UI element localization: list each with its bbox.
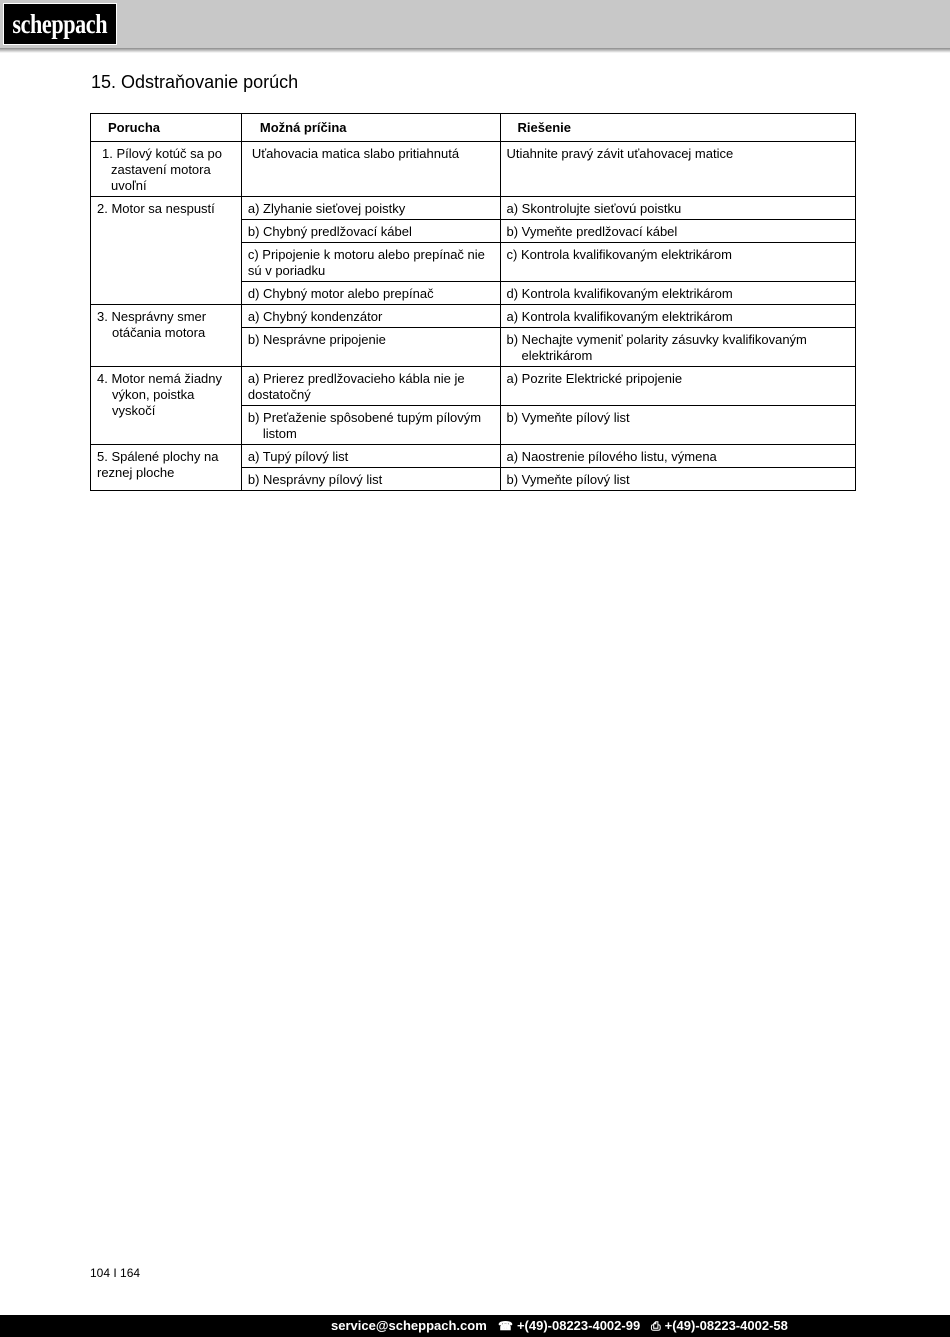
column-header-solution: Riešenie: [500, 114, 855, 142]
header-shadow: [0, 48, 950, 53]
page-number: 104 I 164: [90, 1266, 141, 1280]
fault-cell: 4. Motor nemá žiadny výkon, poistka vyskočí: [91, 367, 242, 445]
solution-cell: b) Vymeňte pílový list: [500, 468, 855, 491]
cause-cell: b) Nesprávne pripojenie: [241, 328, 500, 367]
cause-cell: d) Chybný motor alebo prepínač: [241, 282, 500, 305]
footer-phone: [498, 1318, 640, 1333]
solution-cell: a) Skontrolujte sieťovú poistku: [500, 197, 855, 220]
footer-fax-number: +(49)-08223-4002-58: [664, 1318, 788, 1333]
cause-cell: a) Zlyhanie sieťovej poistky: [241, 197, 500, 220]
cause-cell: a) Chybný kondenzátor: [241, 305, 500, 328]
table-row: [91, 197, 856, 220]
cause-cell: c) Pripojenie k motoru alebo prepínač nie sú v poriadku: [241, 243, 500, 282]
table-row: [91, 367, 856, 406]
fault-cell: 2. Motor sa nespustí: [91, 197, 242, 305]
troubleshooting-table: [90, 113, 856, 491]
solution-cell: a) Kontrola kvalifikovaným elektrikárom: [500, 305, 855, 328]
cause-cell: Uťahovacia matica slabo pritiahnutá: [241, 142, 500, 197]
footer-fax: [651, 1318, 788, 1334]
solution-cell: c) Kontrola kvalifikovaným elektrikárom: [500, 243, 855, 282]
header-bar: [0, 0, 950, 48]
footer-phone-number: +(49)-08223-4002-99: [516, 1318, 641, 1333]
column-header-cause: Možná príčina: [241, 114, 500, 142]
cause-cell: a) Tupý pílový list: [241, 445, 500, 468]
brand-logo: [3, 3, 117, 45]
solution-cell: b) Vymeňte pílový list: [500, 406, 855, 445]
solution-cell: a) Pozrite Elektrické pripojenie: [500, 367, 855, 406]
fault-cell: 5. Spálené plochy na reznej ploche: [91, 445, 242, 491]
section-title: 15. Odstraňovanie porúch: [91, 72, 299, 92]
solution-cell: b) Vymeňte predlžovací kábel: [500, 220, 855, 243]
solution-cell: a) Naostrenie pílového listu, výmena: [500, 445, 855, 468]
table-row: [91, 142, 856, 197]
solution-cell: b) Nechajte vymeniť polarity zásuvky kvalifikovaným elektrikárom: [500, 328, 855, 367]
solution-cell: d) Kontrola kvalifikovaným elektrikárom: [500, 282, 855, 305]
fault-cell: 1. Pílový kotúč sa po zastavení motora uvoľní: [91, 142, 242, 197]
fault-cell: 3. Nesprávny smer otáčania motora: [91, 305, 242, 367]
table-row: [91, 305, 856, 328]
column-header-fault: Porucha: [91, 114, 242, 142]
footer-email[interactable]: service@scheppach.com: [331, 1318, 487, 1333]
cause-cell: b) Chybný predlžovací kábel: [241, 220, 500, 243]
cause-cell: a) Prierez predlžovacieho kábla nie je dostatočný: [241, 367, 500, 406]
brand-logo-text: scheppach: [12, 8, 108, 39]
table-header-row: [91, 114, 856, 142]
table-row: [91, 445, 856, 468]
footer-bar: [0, 1315, 950, 1337]
cause-cell: b) Preťaženie spôsobené tupým pílovým listom: [241, 406, 500, 445]
phone-icon: ☎: [498, 1319, 513, 1333]
cause-cell: b) Nesprávny pílový list: [241, 468, 500, 491]
fax-icon: ⎙: [651, 1319, 661, 1333]
solution-cell: Utiahnite pravý závit uťahovacej matice: [500, 142, 855, 197]
